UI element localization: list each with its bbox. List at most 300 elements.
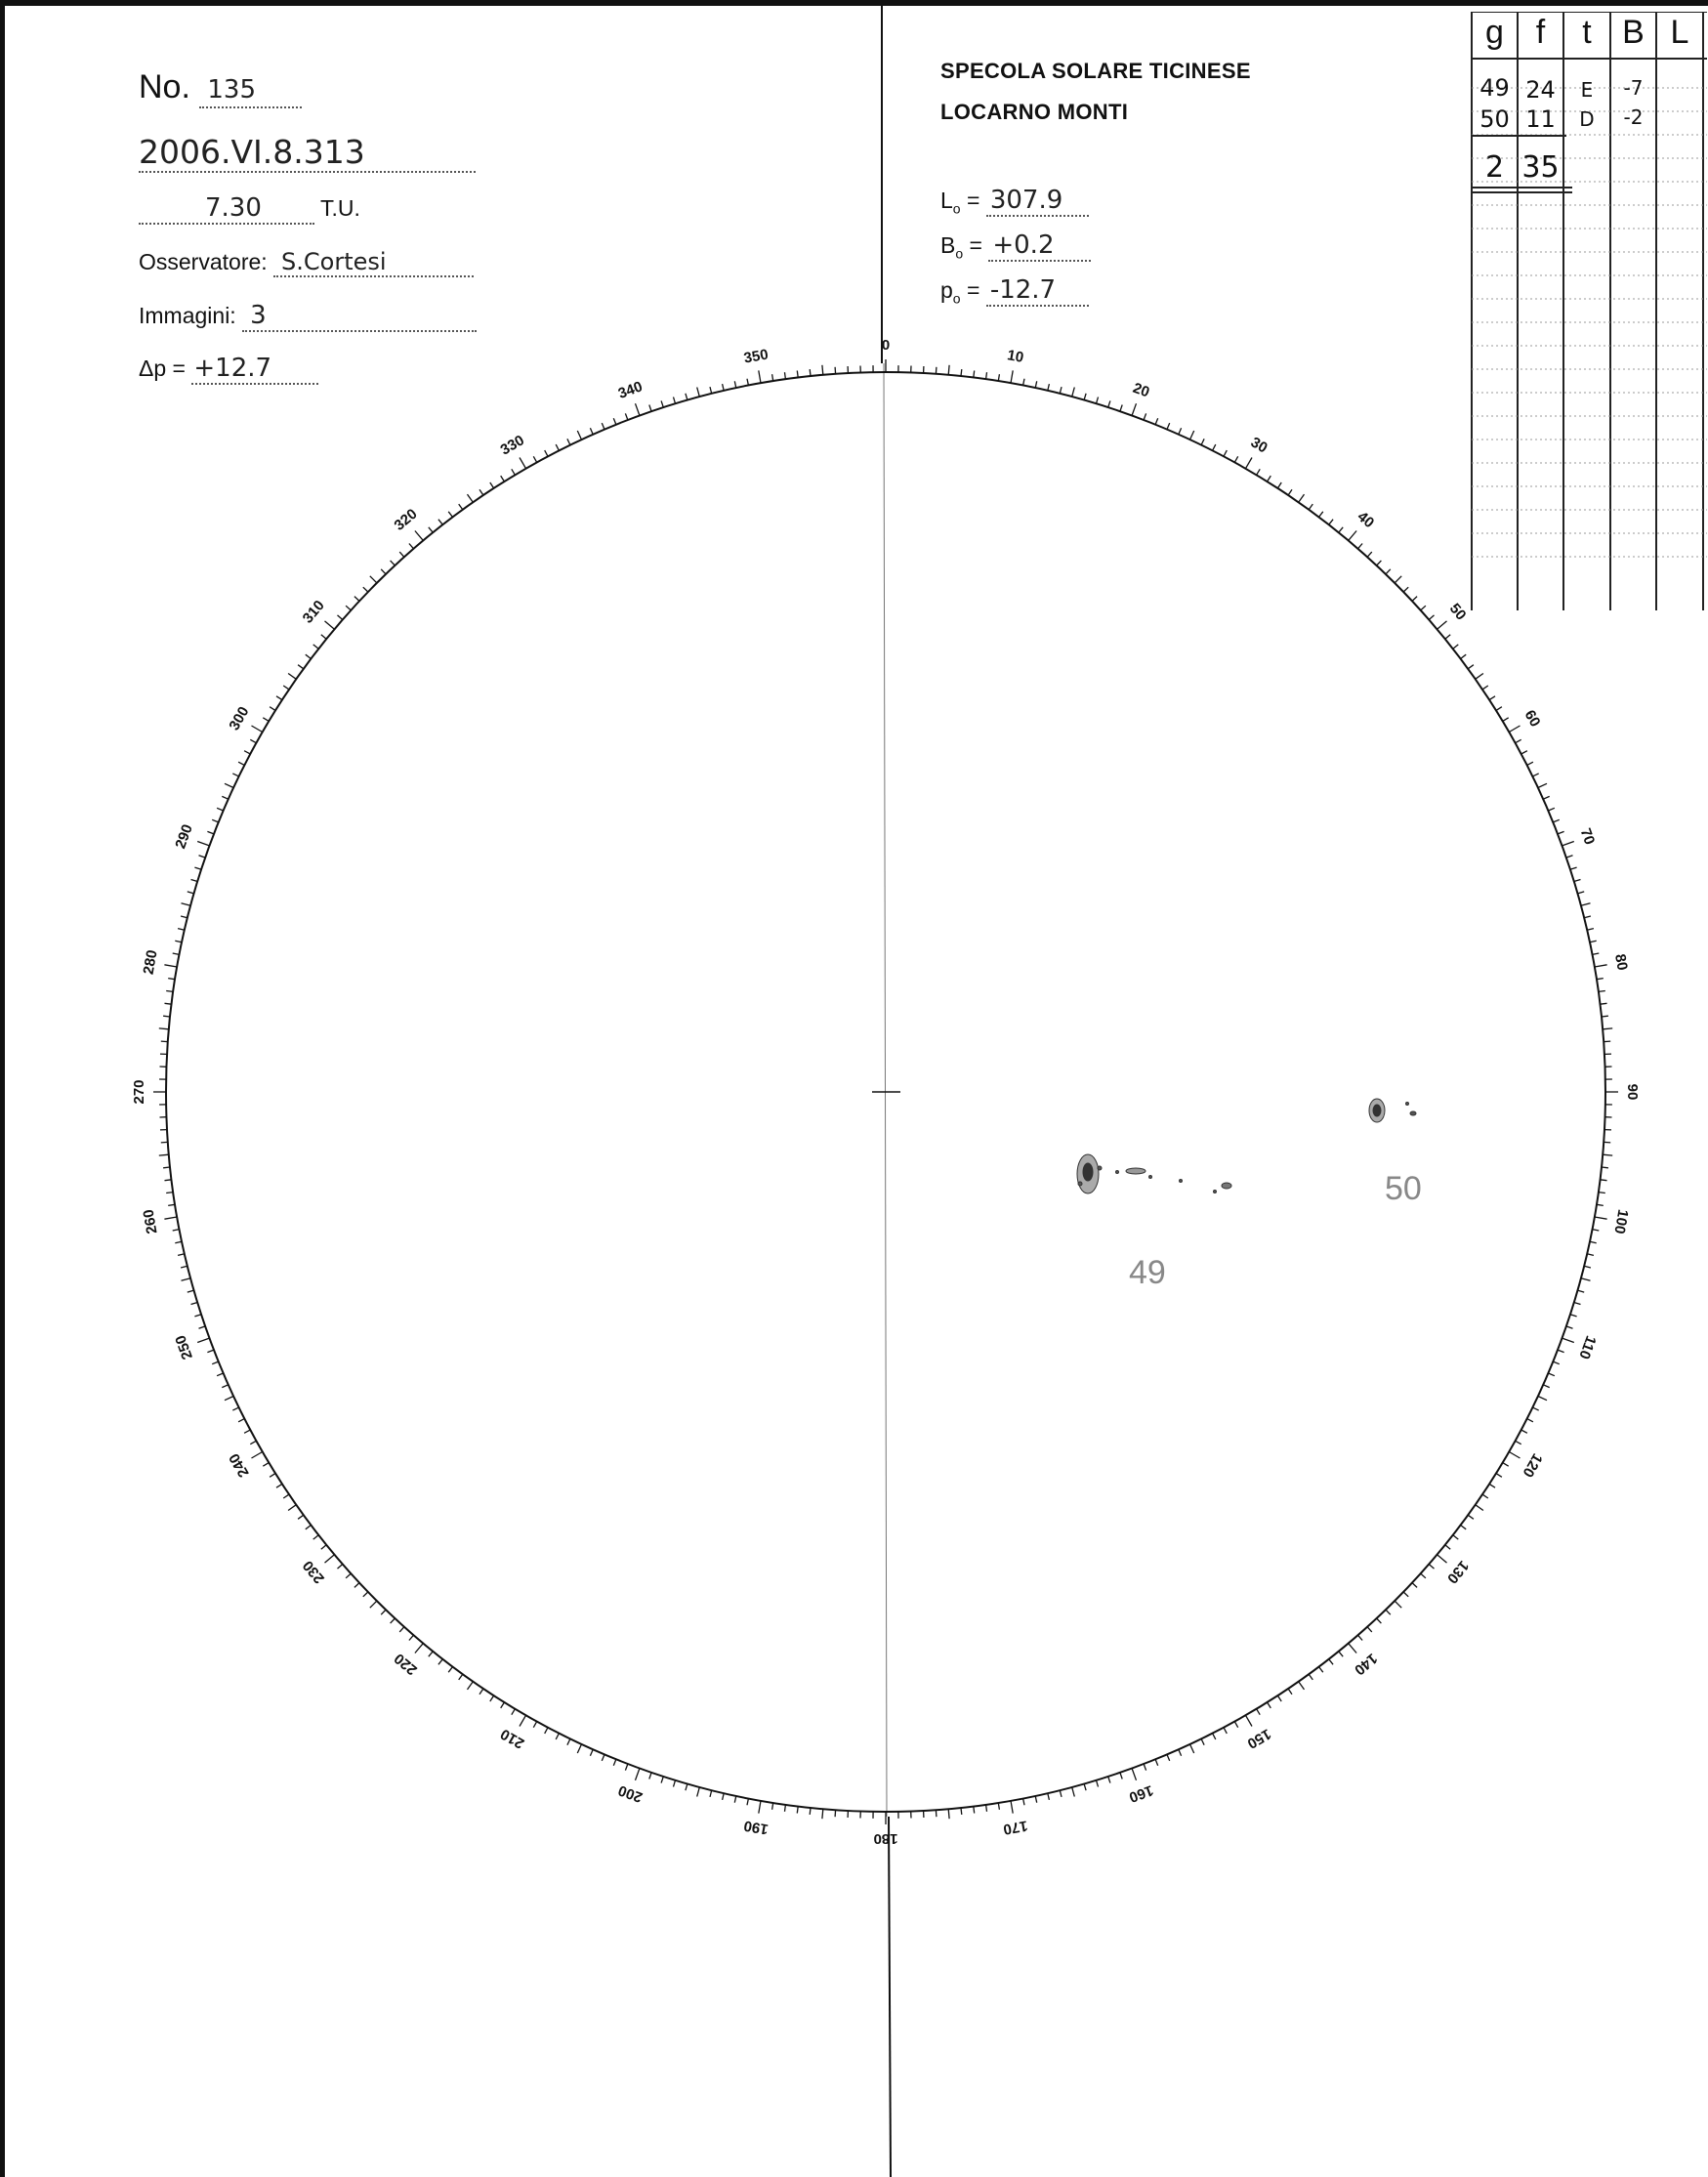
degree-label-120: 120 xyxy=(1519,1450,1546,1481)
row1-B: -7 xyxy=(1623,76,1644,100)
degree-tick xyxy=(391,1618,396,1623)
degree-tick xyxy=(163,1016,170,1017)
degree-tick xyxy=(1011,1801,1013,1814)
degree-tick xyxy=(448,512,452,518)
degree-tick xyxy=(1234,1722,1237,1728)
degree-tick xyxy=(747,1799,748,1806)
degree-tick xyxy=(288,1505,296,1511)
degree-tick xyxy=(710,387,712,394)
row2-t: D xyxy=(1579,107,1595,131)
col-header-L: L xyxy=(1670,14,1689,51)
degree-tick xyxy=(1132,1769,1136,1780)
degree-tick xyxy=(1246,1715,1253,1726)
degree-label-210: 210 xyxy=(497,1725,527,1752)
degree-tick xyxy=(306,654,312,658)
degree-label-320: 320 xyxy=(391,505,421,534)
degree-tick xyxy=(810,1808,811,1815)
degree-tick xyxy=(1201,439,1204,444)
degree-tick xyxy=(159,1154,169,1155)
degree-tick xyxy=(244,751,250,754)
degree-tick xyxy=(723,384,725,391)
degree-tick xyxy=(1476,674,1483,680)
degree-tick xyxy=(1543,796,1549,799)
degree-label-310: 310 xyxy=(299,597,328,627)
degree-tick xyxy=(1553,819,1560,822)
degree-tick xyxy=(501,1702,505,1708)
degree-tick xyxy=(1319,512,1323,518)
degree-tick xyxy=(288,674,296,680)
degree-tick xyxy=(1421,606,1426,610)
degree-tick xyxy=(1599,991,1605,992)
degree-tick xyxy=(1132,403,1136,415)
P0-subscript: o xyxy=(952,290,961,307)
degree-tick xyxy=(674,1780,676,1787)
col-header-B: B xyxy=(1622,14,1645,51)
degree-tick xyxy=(1496,1474,1502,1478)
degree-tick xyxy=(545,1728,548,1734)
degree-tick xyxy=(577,431,581,440)
degree-tick xyxy=(270,707,275,711)
degree-tick xyxy=(1562,1338,1574,1342)
degree-tick xyxy=(1587,929,1594,931)
degree-tick xyxy=(1386,1610,1391,1614)
degree-label-250: 250 xyxy=(172,1332,196,1362)
degree-tick xyxy=(1521,751,1527,754)
degree-tick xyxy=(191,1303,198,1305)
degree-label-260: 260 xyxy=(140,1207,161,1235)
L0-equals: = xyxy=(966,188,980,213)
degree-tick xyxy=(1516,739,1521,742)
degree-tick xyxy=(298,665,304,669)
degree-tick xyxy=(207,1350,214,1353)
degree-label-40: 40 xyxy=(1354,508,1378,532)
degree-tick xyxy=(1429,1565,1434,1570)
row1-t: E xyxy=(1580,78,1594,102)
degree-label-270: 270 xyxy=(130,1079,147,1105)
degree-tick xyxy=(785,1805,786,1812)
degree-tick xyxy=(217,1373,224,1376)
degree-tick xyxy=(1155,418,1158,425)
degree-tick xyxy=(363,587,368,592)
vertical-axis xyxy=(872,6,900,2177)
degree-tick xyxy=(1403,1592,1408,1597)
degree-tick xyxy=(1538,783,1547,787)
degree-tick xyxy=(479,1689,483,1695)
degree-tick xyxy=(187,1290,194,1292)
degree-tick xyxy=(1023,1799,1024,1806)
degree-tick xyxy=(1120,1773,1122,1779)
degree-tick xyxy=(1072,1787,1075,1797)
degree-tick xyxy=(1532,1407,1538,1410)
degree-tick xyxy=(1602,1016,1608,1017)
degree-tick xyxy=(1509,1452,1520,1459)
degree-tick xyxy=(810,369,811,376)
P0-equals: = xyxy=(966,277,980,303)
degree-label-50: 50 xyxy=(1445,600,1470,624)
degree-tick xyxy=(533,1722,536,1728)
degree-tick xyxy=(567,1738,570,1744)
degree-tick xyxy=(468,494,474,502)
degree-tick xyxy=(178,929,185,931)
degree-tick xyxy=(175,1241,182,1243)
degree-tick xyxy=(822,365,823,375)
degree-tick xyxy=(1516,1441,1521,1444)
degree-tick xyxy=(556,444,559,450)
degree-tick xyxy=(1257,1709,1261,1715)
B0-value: +0.2 xyxy=(992,230,1055,260)
degree-tick xyxy=(1482,1494,1488,1498)
degree-tick xyxy=(1548,808,1555,811)
degree-label-180: 180 xyxy=(873,1830,898,1848)
degree-tick xyxy=(1558,831,1564,834)
degree-tick xyxy=(1035,381,1037,388)
L0-subscript: o xyxy=(952,200,961,217)
degree-tick xyxy=(590,1749,593,1755)
degree-tick xyxy=(173,953,180,954)
degree-tick xyxy=(197,842,209,846)
degree-tick xyxy=(785,372,786,379)
degree-tick xyxy=(661,1777,663,1783)
degree-tick xyxy=(590,428,593,434)
degree-tick xyxy=(194,1315,201,1317)
degree-tick xyxy=(354,597,359,602)
degree-tick xyxy=(1503,718,1509,722)
degree-tick xyxy=(710,1790,712,1797)
degree-tick xyxy=(346,1573,351,1578)
B0-label: B xyxy=(940,232,956,258)
row2-f: 11 xyxy=(1525,105,1556,133)
degree-tick xyxy=(1299,494,1305,502)
degree-tick xyxy=(1257,469,1261,475)
degree-tick xyxy=(520,458,526,469)
degree-tick xyxy=(936,1810,937,1817)
degree-tick xyxy=(674,398,676,404)
degree-tick xyxy=(1532,774,1538,776)
degree-tick xyxy=(1558,1350,1564,1353)
degree-tick xyxy=(1468,665,1474,669)
degree-tick xyxy=(1060,1790,1062,1797)
degree-tick xyxy=(187,892,194,894)
degree-tick xyxy=(1144,413,1146,420)
degree-label-280: 280 xyxy=(140,948,161,977)
degree-tick xyxy=(556,1734,559,1739)
degree-tick xyxy=(1234,456,1237,462)
degree-tick xyxy=(1581,1278,1591,1281)
degree-tick xyxy=(163,1167,170,1168)
degree-tick xyxy=(986,372,987,379)
degree-tick xyxy=(1048,1793,1050,1800)
degree-tick xyxy=(1190,1744,1194,1753)
degree-tick xyxy=(1503,1463,1509,1467)
degree-tick xyxy=(1543,1385,1549,1388)
degree-tick xyxy=(1445,1545,1450,1549)
degree-tick xyxy=(1179,1749,1182,1755)
degree-tick xyxy=(370,576,377,583)
degree-tick xyxy=(298,1515,304,1519)
degree-tick xyxy=(1527,762,1533,765)
degree-tick xyxy=(1489,1484,1495,1487)
degree-tick xyxy=(370,1601,377,1608)
degree-tick xyxy=(1288,1689,1292,1695)
degree-tick xyxy=(1349,1644,1356,1654)
degree-label-140: 140 xyxy=(1351,1650,1381,1679)
degree-tick xyxy=(1581,903,1591,906)
degree-tick xyxy=(225,1397,233,1401)
degree-tick xyxy=(1377,561,1382,565)
degree-tick xyxy=(961,1808,962,1815)
degree-tick xyxy=(1339,527,1343,532)
degree-tick xyxy=(1108,1777,1110,1783)
degree-label-300: 300 xyxy=(226,703,253,733)
degree-tick xyxy=(164,965,177,967)
degree-tick xyxy=(1386,569,1391,574)
degree-tick xyxy=(222,1385,228,1388)
degree-tick xyxy=(459,504,463,510)
degree-label-0: 0 xyxy=(881,336,891,354)
col-header-t: t xyxy=(1582,14,1592,51)
degree-tick xyxy=(1023,379,1024,386)
degree-tick xyxy=(363,1592,368,1597)
degree-tick xyxy=(199,856,206,858)
degree-tick xyxy=(1437,1555,1447,1563)
degree-tick xyxy=(1224,1728,1227,1734)
degree-tick xyxy=(1593,1230,1600,1231)
degree-tick xyxy=(1574,880,1581,882)
degree-tick xyxy=(415,1644,423,1654)
degree-tick xyxy=(1437,621,1447,629)
degree-tick xyxy=(936,367,937,374)
degree-tick xyxy=(1048,384,1050,391)
degree-tick xyxy=(613,1759,616,1766)
degree-label-70: 70 xyxy=(1576,825,1599,848)
degree-tick xyxy=(381,569,386,574)
degree-tick xyxy=(1299,1682,1305,1690)
degree-tick xyxy=(166,991,173,992)
degree-tick xyxy=(409,544,414,549)
degree-tick xyxy=(490,482,494,488)
sunspot-group-49 xyxy=(1077,1154,1231,1193)
total-g: 2 xyxy=(1484,150,1505,185)
degree-tick xyxy=(399,1627,404,1632)
degree-tick xyxy=(613,418,616,425)
col-header-f: f xyxy=(1535,14,1546,51)
degree-tick xyxy=(173,1230,180,1231)
degree-tick xyxy=(1587,1254,1594,1256)
degree-tick xyxy=(165,1180,172,1181)
degree-tick xyxy=(381,1610,386,1614)
degree-tick xyxy=(232,774,238,776)
degree-tick xyxy=(191,880,198,882)
degree-tick xyxy=(429,1652,433,1656)
record-number-value: 135 xyxy=(207,75,257,105)
degree-tick xyxy=(625,413,628,420)
degree-tick xyxy=(1603,1028,1612,1029)
degree-tick xyxy=(545,450,548,456)
degree-tick xyxy=(1358,1635,1363,1640)
row2-g: 50 xyxy=(1479,105,1510,133)
degree-tick xyxy=(459,1674,463,1680)
degree-label-100: 100 xyxy=(1610,1207,1632,1235)
degree-tick xyxy=(161,1142,168,1143)
degree-tick xyxy=(391,561,396,565)
degree-label-200: 200 xyxy=(615,1781,646,1806)
degree-tick xyxy=(986,1805,987,1812)
degree-label-230: 230 xyxy=(299,1557,328,1587)
degree-tick xyxy=(686,394,687,400)
degree-tick xyxy=(164,1217,177,1219)
degree-tick xyxy=(1412,1583,1417,1588)
degree-tick xyxy=(1482,686,1488,690)
degree-tick xyxy=(1461,654,1467,658)
degree-tick xyxy=(479,489,483,495)
degree-tick xyxy=(244,1430,250,1433)
degree-tick xyxy=(1570,1315,1577,1317)
degree-tick xyxy=(1601,1003,1607,1004)
row1-f: 24 xyxy=(1525,76,1556,104)
group-label-49: 49 xyxy=(1129,1254,1166,1291)
degree-tick xyxy=(207,831,214,834)
degree-label-340: 340 xyxy=(615,378,646,402)
degree-tick xyxy=(1597,979,1604,980)
degree-tick xyxy=(1566,1326,1573,1328)
degree-tick xyxy=(346,606,351,610)
L0-label: L xyxy=(940,188,953,213)
degree-tick xyxy=(182,1278,191,1281)
degree-tick xyxy=(533,456,536,462)
degree-label-190: 190 xyxy=(742,1817,771,1838)
total-f: 35 xyxy=(1521,150,1560,185)
degree-tick xyxy=(1593,953,1600,954)
degree-tick xyxy=(1584,916,1591,918)
time-value: 7.30 xyxy=(205,193,262,223)
degree-tick xyxy=(1201,1738,1204,1744)
degree-tick xyxy=(1377,1618,1382,1623)
observatory-name: SPECOLA SOLARE TICINESE xyxy=(940,59,1251,83)
degree-label-330: 330 xyxy=(497,432,527,459)
degree-label-20: 20 xyxy=(1130,379,1152,401)
degree-tick xyxy=(1538,1397,1547,1401)
degree-tick xyxy=(409,1635,414,1640)
degree-tick xyxy=(1395,576,1401,583)
degree-tick xyxy=(734,1796,736,1803)
degree-tick xyxy=(1084,1783,1086,1790)
degree-tick xyxy=(283,1494,289,1498)
degree-tick xyxy=(649,1773,651,1779)
degree-tick xyxy=(1268,476,1271,481)
degree-tick xyxy=(1604,1041,1610,1042)
degree-tick xyxy=(1084,394,1086,400)
degree-tick xyxy=(948,365,949,375)
record-number-label: No. xyxy=(139,68,190,105)
degree-tick xyxy=(1584,1266,1591,1268)
degree-tick xyxy=(1548,1373,1555,1376)
degree-tick xyxy=(512,469,516,475)
degree-tick xyxy=(276,696,282,700)
degree-tick xyxy=(1190,431,1194,440)
degree-tick xyxy=(636,403,640,415)
degree-label-90: 90 xyxy=(1624,1083,1642,1101)
degree-tick xyxy=(181,1266,187,1268)
degree-tick xyxy=(1309,504,1312,510)
degree-tick xyxy=(1179,428,1182,434)
degree-tick xyxy=(636,1769,640,1780)
degree-tick xyxy=(797,371,798,378)
degree-tick xyxy=(697,1787,700,1797)
degree-label-110: 110 xyxy=(1575,1333,1600,1361)
degree-tick xyxy=(263,718,269,722)
degree-tick xyxy=(1277,482,1281,488)
degree-tick xyxy=(759,1801,761,1814)
degree-tick xyxy=(182,903,191,906)
degree-tick xyxy=(199,1326,206,1328)
sunspot-group-50 xyxy=(1369,1099,1416,1122)
B0-subscript: o xyxy=(955,245,964,262)
degree-tick xyxy=(232,1407,238,1410)
time-unit: T.U. xyxy=(319,195,360,221)
degree-tick xyxy=(338,1565,343,1570)
degree-tick xyxy=(772,1803,773,1810)
degree-label-220: 220 xyxy=(391,1650,421,1679)
degree-tick xyxy=(238,762,244,765)
degree-tick xyxy=(835,1810,836,1817)
observer-label: Osservatore: xyxy=(139,249,268,274)
degree-tick xyxy=(1246,458,1253,469)
degree-tick xyxy=(974,1807,975,1814)
observatory-location: LOCARNO MONTI xyxy=(940,100,1129,124)
degree-tick xyxy=(512,1709,516,1715)
degree-tick xyxy=(168,1204,175,1205)
row2-B: -2 xyxy=(1623,105,1644,129)
degree-tick xyxy=(602,423,604,430)
B0-equals: = xyxy=(969,232,982,258)
degree-tick xyxy=(948,1809,949,1819)
degree-tick xyxy=(222,796,228,799)
degree-tick xyxy=(1288,489,1292,495)
images-value: 3 xyxy=(250,301,267,330)
degree-tick xyxy=(1445,635,1450,639)
degree-tick xyxy=(1496,707,1502,711)
degree-tick xyxy=(1590,941,1597,942)
degree-tick xyxy=(194,867,201,869)
degree-tick xyxy=(577,1744,581,1753)
degree-tick xyxy=(1339,1652,1343,1656)
degree-tick xyxy=(325,621,335,629)
degree-tick xyxy=(1367,1627,1372,1632)
degree-tick xyxy=(250,739,256,742)
degree-tick xyxy=(1577,1290,1584,1292)
images-label: Immagini: xyxy=(139,303,236,328)
degree-tick xyxy=(225,783,233,787)
degree-tick xyxy=(1035,1796,1037,1803)
degree-tick xyxy=(998,374,999,381)
degree-tick xyxy=(283,686,289,690)
degree-tick xyxy=(1329,520,1333,525)
degree-tick xyxy=(306,1526,312,1529)
delta-p-value: +12.7 xyxy=(193,354,272,383)
degree-tick xyxy=(1155,1759,1158,1766)
degree-tick xyxy=(197,1338,209,1342)
degree-tick xyxy=(438,1659,442,1665)
degree-tick xyxy=(448,1667,452,1673)
degree-label-80: 80 xyxy=(1611,952,1631,972)
degree-tick xyxy=(759,370,761,383)
P0-value: -12.7 xyxy=(989,275,1057,305)
degree-tick xyxy=(1011,370,1013,383)
degree-tick xyxy=(1277,1696,1281,1701)
degree-tick xyxy=(1358,544,1363,549)
degree-tick xyxy=(159,1028,169,1029)
degree-tick xyxy=(313,1535,319,1539)
